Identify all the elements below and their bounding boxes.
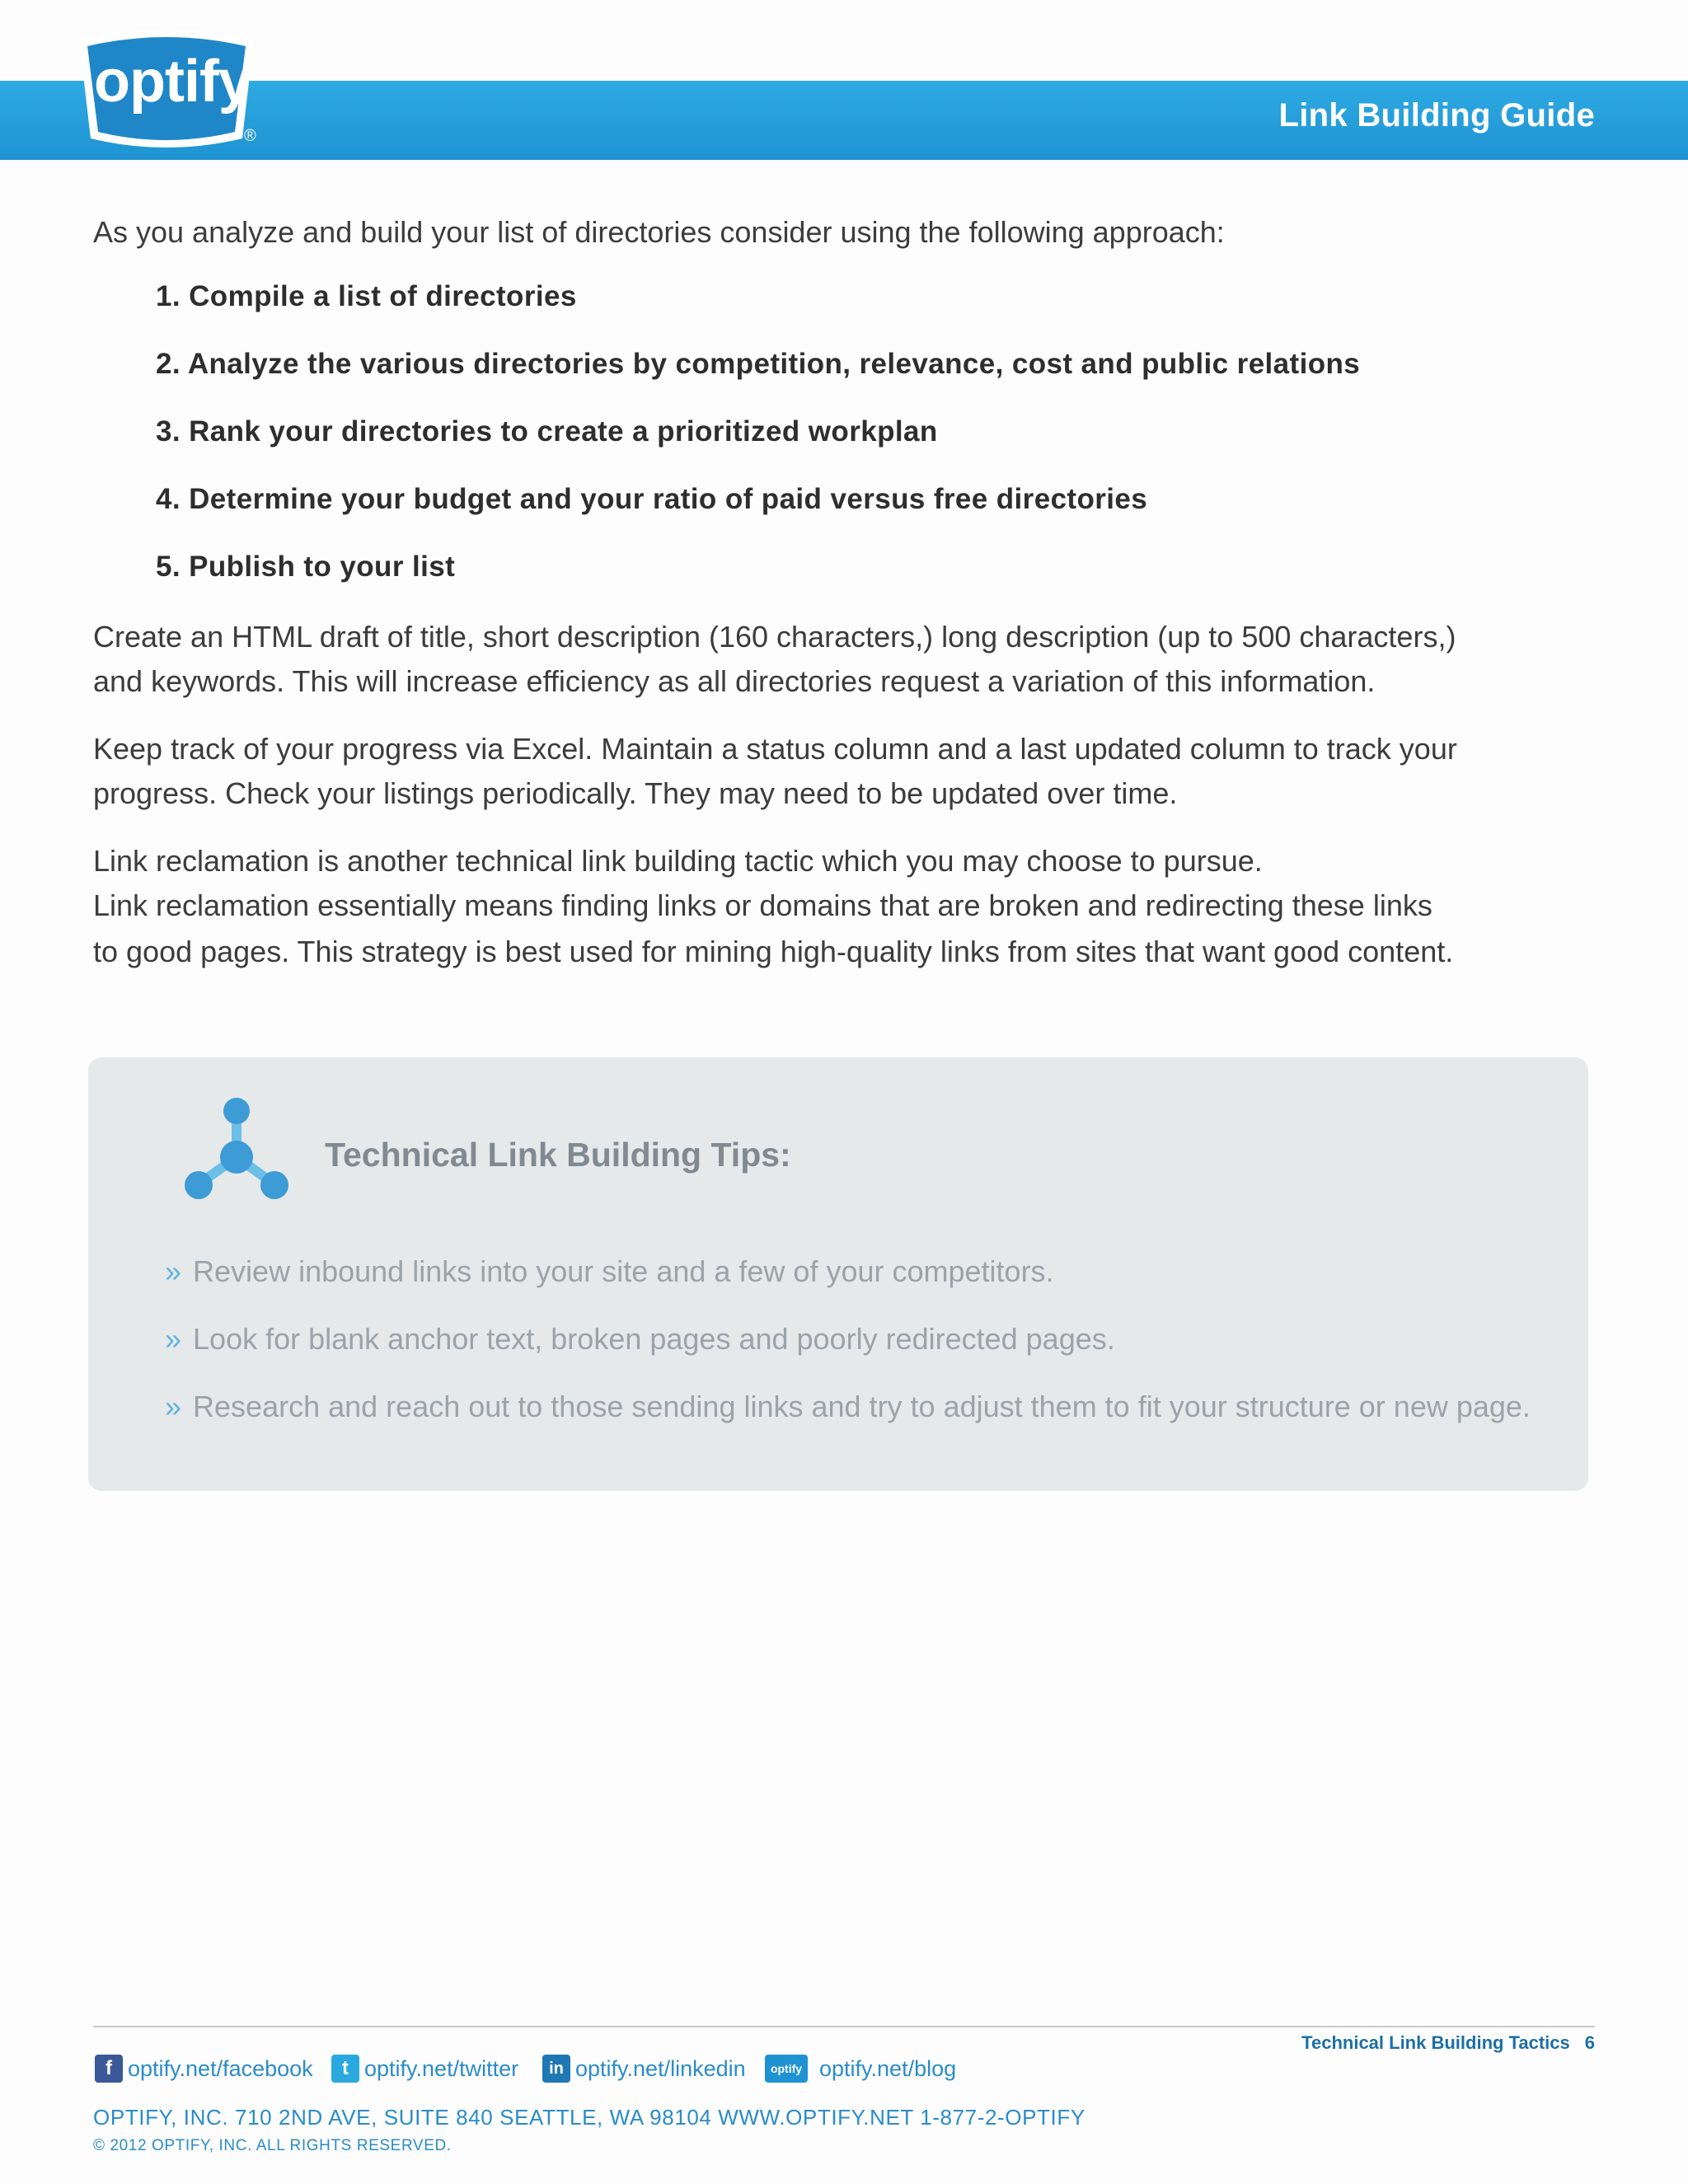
tip-text: Look for blank anchor text, broken pages and poorly redirected pages.	[193, 1322, 1115, 1356]
excel-line-2: progress. Check your listings periodically. They may need to be updated over time.	[93, 776, 1178, 810]
step-item: 5. Publish to your list	[156, 551, 456, 583]
page-number: 6	[1584, 2032, 1595, 2053]
company-address: OPTIFY, INC. 710 2ND AVE, SUITE 840 SEATTLE, WA 98104 WWW.OPTIFY.NET 1-877-2-OPTIFY	[93, 2105, 1085, 2130]
linkedin-icon: in	[542, 2055, 570, 2083]
twitter-link[interactable]	[331, 2054, 518, 2083]
tips-title: Technical Link Building Tips:	[325, 1136, 791, 1174]
tip-text: Research and reach out to those sending links and try to adjust them to fit your structure or new page.	[193, 1390, 1531, 1423]
tip-text: Review inbound links into your site and a few of your competitors.	[193, 1254, 1054, 1288]
step-item: 2. Analyze the various directories by competition, relevance, cost and public relations	[156, 348, 1361, 380]
registered-mark: ®	[244, 127, 256, 145]
facebook-icon: f	[95, 2055, 123, 2083]
html-draft-line-2: and keywords. This will increase efficiency as all directories request a variation of this information.	[93, 664, 1376, 698]
footer-divider	[93, 2026, 1595, 2027]
chevron-right-icon: »	[165, 1322, 182, 1356]
twitter-link-label: optify.net/twitter	[364, 2055, 519, 2081]
optify-blog-icon: optify	[765, 2055, 808, 2083]
copyright-notice: © 2012 OPTIFY, INC. ALL RIGHTS RESERVED.	[93, 2137, 452, 2154]
reclamation-line-1: Link reclamation is another technical link building tactic which you may choose to pursue.	[93, 844, 1263, 878]
section-title: Technical Link Building Tactics	[1301, 2032, 1570, 2053]
step-item: 3. Rank your directories to create a prioritized workplan	[156, 415, 938, 448]
twitter-icon: t	[331, 2055, 359, 2083]
tip-item	[165, 1390, 1531, 1424]
reclamation-line-3: to good pages. This strategy is best used for mining high-quality links from sites that want good content.	[93, 935, 1454, 968]
optify-logo	[68, 25, 265, 157]
blog-link-label: optify.net/blog	[819, 2055, 957, 2081]
linkedin-link-label: optify.net/linkedin	[575, 2055, 746, 2081]
facebook-link[interactable]	[95, 2054, 313, 2083]
facebook-link-label: optify.net/facebook	[128, 2055, 313, 2081]
tip-item	[165, 1322, 1115, 1357]
molecule-icon	[177, 1096, 296, 1205]
chevron-right-icon: »	[165, 1390, 182, 1423]
intro-paragraph: As you analyze and build your list of directories consider using the following approach:	[93, 215, 1225, 249]
logo-text: optify	[94, 49, 251, 115]
tip-item	[165, 1254, 1054, 1289]
html-draft-line-1: Create an HTML draft of title, short description (160 characters,) long description (up to 500 characters,)	[93, 620, 1456, 654]
step-item: 1. Compile a list of directories	[156, 280, 577, 312]
blog-link[interactable]	[765, 2054, 956, 2083]
excel-line-1: Keep track of your progress via Excel. Maintain a status column and a last updated column to track your	[93, 732, 1457, 766]
footer-section-title	[1301, 2032, 1595, 2054]
step-item: 4. Determine your budget and your ratio of paid versus free directories	[156, 483, 1148, 515]
chevron-right-icon: »	[165, 1254, 182, 1288]
reclamation-line-2: Link reclamation essentially means finding links or domains that are broken and redirecting these links	[93, 888, 1432, 922]
linkedin-link[interactable]	[542, 2054, 746, 2083]
document-title: Link Building Guide	[1278, 97, 1595, 134]
